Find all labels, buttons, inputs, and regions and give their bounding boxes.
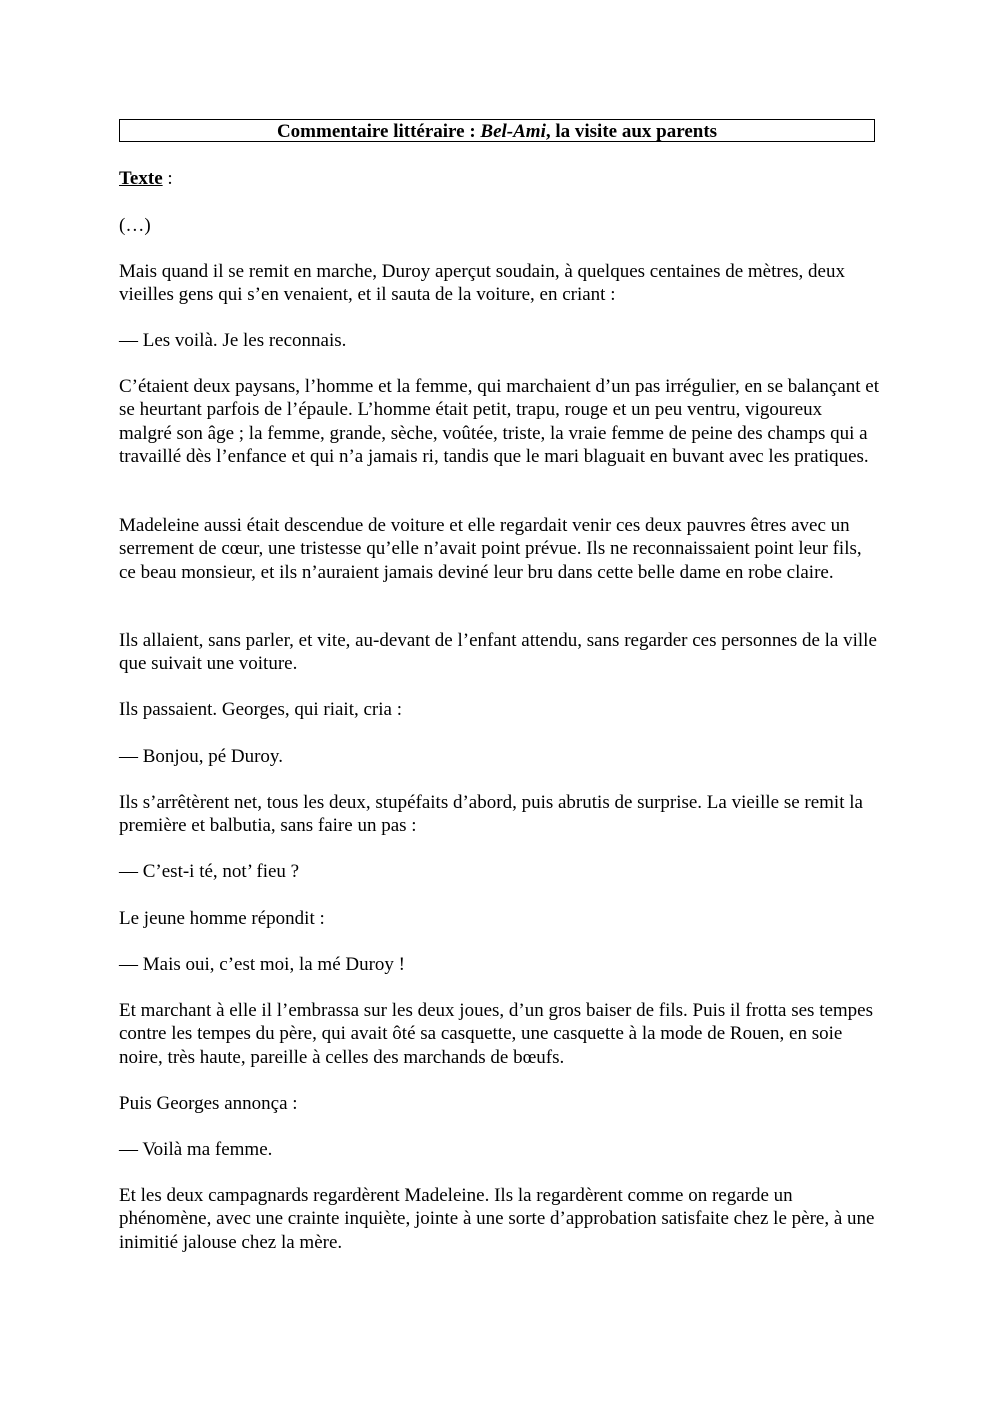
paragraph: Ils passaient. Georges, qui riait, cria : (119, 699, 402, 720)
paragraph: — Bonjou, pé Duroy. (119, 746, 283, 767)
paragraph: Mais quand il se remit en marche, Duroy aperçut soudain, à quelques centaines de mètres, deux vieilles gens qui s’en venaient, et il sauta de la voiture, en criant : (119, 261, 845, 306)
paragraph: — C’est-i té, not’ fieu ? (119, 861, 300, 882)
paragraph: Et marchant à elle il l’embrassa sur les deux joues, d’un gros baiser de fils. Puis il frotta ses tempes contre les tempes du père, qui avait ôté sa casquette, une casquette à la mode de Rouen, en soie noire, très haute, pareille à celles des marchands de bœufs. (119, 1000, 874, 1068)
paragraph: — Les voilà. Je les reconnais. (119, 330, 347, 351)
paragraph: Et les deux campagnards regardèrent Madeleine. Ils la regardèrent comme on regarde un phénomène, avec une crainte inquiète, jointe à une sorte d’approbation satisfaite chez le père, à une inimitié jalouse chez la mère. (119, 1185, 875, 1253)
document-page (119, 119, 880, 1253)
paragraph: C’étaient deux paysans, l’homme et la femme, qui marchaient d’un pas irrégulier, en se balançant et se heurtant parfois de l’épaule. L’homme était petit, trapu, rouge et un peu ventru, vigoureux malgré son âge ; la femme, grande, sèche, voûtée, triste, la vraie femme de peine des champs qui a travaillé dès l’enfance et qui n’a jamais ri, tandis que le mari blaguait en buvant avec les pratiques. (119, 376, 880, 467)
paragraph: Puis Georges annonça : (119, 1093, 298, 1114)
paragraph: Ils s’arrêtèrent net, tous les deux, stupéfaits d’abord, puis abrutis de surprise. La vieille se remit la première et balbutia, sans faire un pas : (119, 792, 863, 837)
paragraph: Le jeune homme répondit : (119, 908, 325, 929)
section-heading (119, 167, 173, 190)
document-title (119, 119, 875, 142)
paragraph: Madeleine aussi était descendue de voiture et elle regardait venir ces deux pauvres êtres avec un serrement de cœur, une tristesse qu’elle n’avait point prévue. Ils ne reconnaissaient point leur fils, ce beau monsieur, et ils n’auraient jamais deviné leur bru dans cette belle dame en robe claire. (119, 515, 862, 583)
title-work: Bel-Ami (480, 121, 546, 142)
section-colon: : (162, 168, 173, 189)
section-label: Texte (119, 168, 163, 189)
title-suffix: , la visite aux parents (545, 121, 718, 142)
title-prefix: Commentaire littéraire : (276, 121, 481, 142)
paragraph: — Mais oui, c’est moi, la mé Duroy ! (119, 954, 406, 975)
paragraph: Ils allaient, sans parler, et vite, au-devant de l’enfant attendu, sans regarder ces personnes de la ville que suivait une voiture. (119, 630, 877, 675)
paragraph: — Voilà ma femme. (119, 1139, 273, 1160)
paragraph: (…) (119, 215, 151, 236)
